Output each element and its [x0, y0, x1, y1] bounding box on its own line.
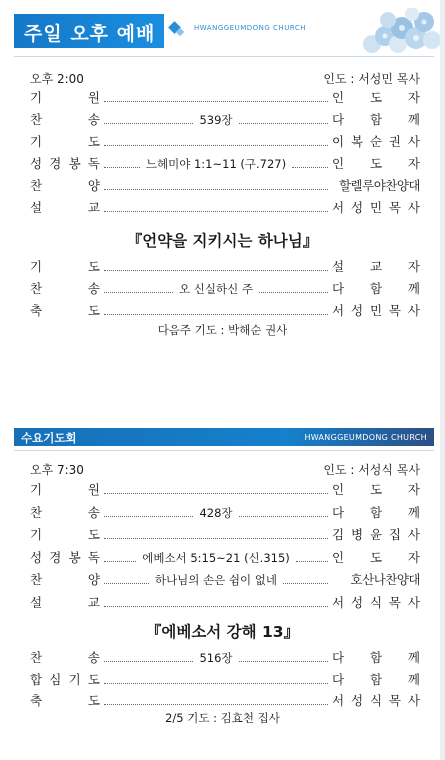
wednesday-title: 수요기도회 — [21, 431, 77, 445]
order-row — [30, 195, 420, 216]
order-detail: 516장 — [199, 651, 233, 665]
order-leader-dots — [104, 650, 328, 666]
order-label: 기 도 — [30, 259, 100, 274]
order-leader-dots — [104, 281, 328, 297]
order-leader-dots — [104, 493, 328, 498]
order-detail: 539장 — [199, 113, 233, 127]
order-person: 이 복 순 권 사 — [332, 134, 420, 149]
order-label: 성 경 봉 독 — [30, 549, 100, 565]
order-person: 다 함 께 — [332, 650, 420, 665]
sunday-time: 오후 2:00 — [30, 72, 84, 86]
wednesday-time: 오후 7:30 — [30, 463, 84, 477]
order-row — [30, 85, 420, 106]
order-leader-dots — [104, 505, 328, 521]
order-label: 찬 송 — [30, 281, 100, 296]
order-label: 기 도 — [30, 134, 100, 149]
order-person: 다 함 께 — [332, 112, 420, 127]
order-person: 인 도 자 — [332, 482, 420, 497]
order-leader-dots — [104, 156, 328, 172]
order-row — [30, 477, 420, 498]
order-row — [30, 129, 420, 150]
order-person: 서 성 식 목 사 — [332, 693, 420, 708]
order-person: 인 도 자 — [332, 90, 420, 105]
order-row — [30, 688, 420, 709]
order-row — [30, 151, 420, 172]
order-row — [30, 500, 420, 521]
order-label: 축 도 — [30, 303, 100, 318]
order-label: 찬 양 — [30, 572, 100, 587]
order-row — [30, 298, 420, 319]
order-leader-dots — [104, 189, 328, 194]
order-row — [30, 173, 420, 194]
order-person: 할렐루야찬양대 — [338, 178, 420, 193]
wednesday-brand-text: HWANGGEUMDONG CHURCH — [304, 433, 427, 442]
hydrangea-flower-icon — [352, 8, 440, 54]
order-label: 축 도 — [30, 693, 100, 708]
order-person: 다 함 께 — [332, 671, 420, 687]
order-detail: 오 신실하신 주 — [179, 282, 253, 296]
sunday-title: 주일 오후 예배 — [24, 23, 156, 45]
brand-text: HWANGGEUMDONG CHURCH — [194, 24, 306, 32]
order-detail: 느헤미야 1:1~11 (구.727) — [145, 157, 287, 171]
order-leader-dots — [104, 704, 328, 709]
order-row — [30, 567, 420, 588]
order-leader-dots — [104, 550, 328, 566]
order-person: 인 도 자 — [332, 549, 420, 565]
order-row — [30, 522, 420, 543]
order-row — [30, 645, 420, 666]
order-leader-dots — [104, 211, 328, 216]
order-person: 서 성 민 목 사 — [332, 200, 420, 215]
order-label: 기 도 — [30, 527, 100, 542]
order-person: 다 함 께 — [332, 504, 420, 520]
order-leader-dots — [104, 538, 328, 543]
order-row — [30, 107, 420, 128]
order-person: 다 함 께 — [332, 281, 420, 296]
order-label: 성 경 봉 독 — [30, 156, 100, 171]
order-row — [30, 254, 420, 275]
order-person: 서 성 식 목 사 — [332, 594, 420, 610]
order-leader-dots — [104, 112, 328, 128]
order-row — [30, 276, 420, 297]
order-person: 설 교 자 — [332, 259, 420, 274]
order-person: 인 도 자 — [332, 156, 420, 171]
header-rule — [14, 56, 434, 57]
sunday-next-prayer: 다음주 기도 : 박해순 권사 — [157, 323, 288, 337]
order-label: 기 원 — [30, 482, 100, 497]
wednesday-next-prayer: 2/5 기도 : 김효천 집사 — [165, 711, 280, 725]
order-leader-dots — [104, 606, 328, 611]
page-edge — [440, 0, 445, 760]
order-detail: 428장 — [199, 505, 233, 520]
order-label: 합 심 기 도 — [30, 671, 100, 687]
order-leader-dots — [104, 683, 328, 688]
order-leader-dots — [104, 572, 328, 588]
wednesday-rule — [14, 450, 434, 451]
order-leader-dots — [104, 270, 328, 275]
wednesday-leader: 인도 : 서성식 목사 — [323, 463, 420, 477]
order-label: 찬 송 — [30, 112, 100, 127]
order-label: 설 교 — [30, 200, 100, 215]
sunday-sermon-title: 『언약을 지키시는 하나님』 — [126, 232, 319, 250]
order-row — [30, 545, 420, 566]
order-detail: 에베소서 5:15~21 (신.315) — [142, 550, 290, 565]
order-label: 찬 양 — [30, 178, 100, 193]
order-label: 찬 송 — [30, 650, 100, 665]
order-leader-dots — [104, 145, 328, 150]
wednesday-sermon-title: 『에베소서 강해 13』 — [145, 623, 300, 641]
order-row — [30, 590, 420, 611]
sunday-leader: 인도 : 서성민 목사 — [323, 72, 420, 86]
order-leader-dots — [104, 101, 328, 106]
brand-diamond-small-icon — [176, 28, 184, 36]
order-row — [30, 667, 420, 688]
order-leader-dots — [104, 314, 328, 319]
order-person: 호산나찬양대 — [350, 572, 420, 587]
order-label: 찬 송 — [30, 504, 100, 520]
order-person: 서 성 민 목 사 — [332, 303, 420, 318]
order-label: 기 원 — [30, 90, 100, 105]
order-label: 설 교 — [30, 594, 100, 610]
order-detail: 하나님의 손은 쉼이 없네 — [154, 573, 278, 587]
order-person: 김 병 윤 집 사 — [332, 527, 420, 542]
